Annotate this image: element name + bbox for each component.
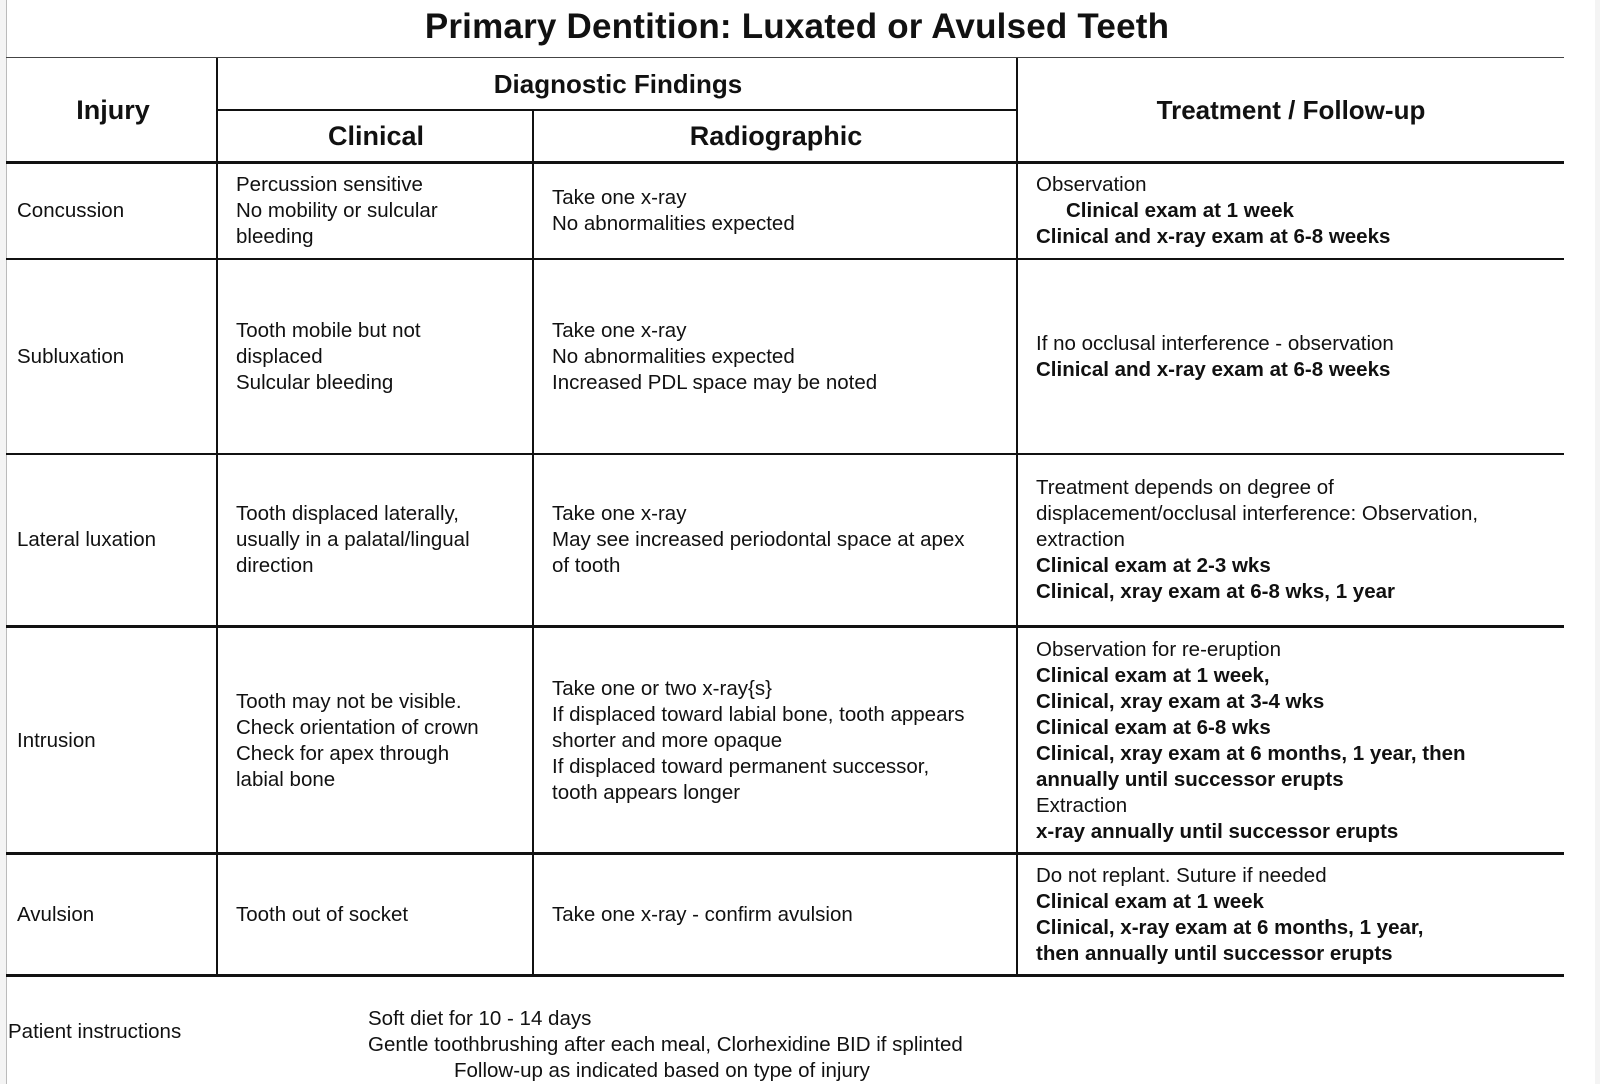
patient-instructions-label: Patient instructions	[8, 1020, 182, 1043]
row-2-radiographic-cell	[534, 454, 1016, 626]
treatment-line: Clinical and x-ray exam at 6-8 weeks	[1036, 224, 1391, 248]
treatment-line: then annually until successor erupts	[1036, 941, 1393, 965]
header-diagnostic-findings: Diagnostic Findings	[493, 69, 743, 99]
radiographic-line: Take one x-ray - confirm avulsion	[552, 902, 853, 926]
table-rule	[532, 110, 534, 975]
row-0-radiographic-cell	[534, 162, 1016, 259]
table-rule	[218, 109, 1018, 111]
radiographic-line: tooth appears longer	[552, 780, 741, 804]
row-0-injury-cell	[8, 162, 216, 259]
treatment-line: Treatment depends on degree of	[1036, 476, 1334, 499]
treatment-line: Observation for re-eruption	[1036, 637, 1281, 661]
clinical-line: Check for apex through	[236, 741, 450, 765]
row-4-treatment-cell	[1018, 854, 1564, 975]
treatment-line: Observation	[1036, 172, 1147, 196]
header-clinical: Clinical	[327, 121, 425, 151]
injury-name: Subluxation	[17, 344, 125, 368]
injury-name: Intrusion	[17, 728, 96, 752]
row-2-treatment-cell	[1018, 454, 1564, 626]
table-rule	[6, 453, 1564, 455]
row-2-injury-cell	[8, 454, 216, 626]
row-1-treatment-cell	[1018, 259, 1564, 454]
header-treatment: Treatment / Follow-up	[1156, 95, 1426, 125]
radiographic-line: Take one x-ray	[552, 318, 687, 342]
treatment-line: extraction	[1036, 528, 1125, 551]
clinical-line: labial bone	[236, 767, 336, 791]
treatment-line: Clinical exam at 1 week	[1066, 198, 1294, 222]
row-2-clinical-cell	[218, 454, 532, 626]
table-rule	[6, 57, 1564, 58]
row-4-injury-cell	[8, 854, 216, 975]
treatment-line: Extraction	[1036, 793, 1128, 817]
treatment-line: If no occlusal interference - observation	[1036, 331, 1394, 355]
clinical-line: bleeding	[236, 224, 314, 248]
treatment-line: Do not replant. Suture if needed	[1036, 863, 1327, 887]
radiographic-line: No abnormalities expected	[552, 344, 795, 368]
treatment-line: Clinical and x-ray exam at 6-8 weeks	[1036, 357, 1391, 381]
injury-name: Concussion	[17, 198, 125, 222]
treatment-line: Clinical exam at 1 week	[1036, 889, 1264, 913]
radiographic-line: Take one x-ray	[552, 502, 687, 525]
radiographic-line: If displaced toward permanent successor,	[552, 754, 930, 778]
radiographic-line: If displaced toward labial bone, tooth appears	[552, 702, 965, 726]
radiographic-line: No abnormalities expected	[552, 211, 795, 235]
clinical-line: usually in a palatal/lingual	[236, 528, 470, 551]
radiographic-line: Increased PDL space may be noted	[552, 370, 878, 394]
table-rule	[6, 852, 1564, 855]
clinical-line: Tooth displaced laterally,	[236, 502, 459, 525]
instruction-line: Soft diet for 10 - 14 days	[368, 1007, 592, 1030]
row-3-radiographic-cell	[534, 627, 1016, 854]
radiographic-line: Take one or two x-ray{s}	[552, 676, 772, 700]
table-rule	[6, 161, 1564, 164]
clinical-line: Percussion sensitive	[236, 172, 423, 196]
document-title: Primary Dentition: Luxated or Avulsed Teeth	[424, 7, 1170, 46]
row-3-injury-cell	[8, 627, 216, 854]
clinical-line: Tooth may not be visible.	[236, 689, 462, 713]
treatment-line: Clinical exam at 2-3 wks	[1036, 554, 1271, 577]
row-4-radiographic-cell	[534, 854, 1016, 975]
radiographic-line: May see increased periodontal space at apex	[552, 528, 965, 551]
clinical-line: No mobility or sulcular	[236, 198, 438, 222]
clinical-line: Tooth mobile but not	[236, 318, 421, 342]
treatment-line: Clinical, xray exam at 3-4 wks	[1036, 689, 1325, 713]
clinical-line: Check orientation of crown	[236, 715, 479, 739]
treatment-line: Clinical, x-ray exam at 6 months, 1 year,	[1036, 915, 1424, 939]
table-rule	[1016, 58, 1018, 975]
instruction-line: Gentle toothbrushing after each meal, Clorhexidine BID if splinted	[368, 1033, 963, 1056]
radiographic-line: Take one x-ray	[552, 185, 687, 209]
clinical-line: displaced	[236, 344, 323, 368]
row-4-clinical-cell	[218, 854, 532, 975]
clinical-line: direction	[236, 554, 314, 577]
header-injury: Injury	[76, 95, 150, 125]
radiographic-line: shorter and more opaque	[552, 728, 783, 752]
table-rule	[6, 974, 1564, 977]
table-rule	[6, 258, 1564, 260]
row-0-clinical-cell	[218, 162, 532, 259]
radiographic-line: of tooth	[552, 554, 621, 577]
header-radiographic: Radiographic	[689, 121, 863, 151]
treatment-line: Clinical, xray exam at 6-8 wks, 1 year	[1036, 580, 1395, 603]
row-1-radiographic-cell	[534, 259, 1016, 454]
instruction-line: Follow-up as indicated based on type of injury	[454, 1059, 870, 1082]
row-0-treatment-cell	[1018, 162, 1564, 259]
patient-instructions	[368, 1006, 1168, 1084]
table-rule	[6, 625, 1564, 628]
table-rule	[216, 58, 218, 975]
clinical-line: Tooth out of socket	[236, 902, 409, 926]
row-1-injury-cell	[8, 259, 216, 454]
treatment-line: Clinical, xray exam at 6 months, 1 year, then	[1036, 741, 1466, 765]
treatment-line: Clinical exam at 1 week,	[1036, 663, 1270, 687]
row-1-clinical-cell	[218, 259, 532, 454]
row-3-treatment-cell	[1018, 627, 1564, 854]
treatment-line: displacement/occlusal interference: Observation,	[1036, 502, 1479, 525]
treatment-line: Clinical exam at 6-8 wks	[1036, 715, 1271, 739]
treatment-line: annually until successor erupts	[1036, 767, 1344, 791]
injury-name: Avulsion	[17, 902, 95, 926]
clinical-line: Sulcular bleeding	[236, 370, 394, 394]
injury-name: Lateral luxation	[17, 528, 157, 551]
treatment-line: x-ray annually until successor erupts	[1036, 819, 1399, 843]
row-3-clinical-cell	[218, 627, 532, 854]
